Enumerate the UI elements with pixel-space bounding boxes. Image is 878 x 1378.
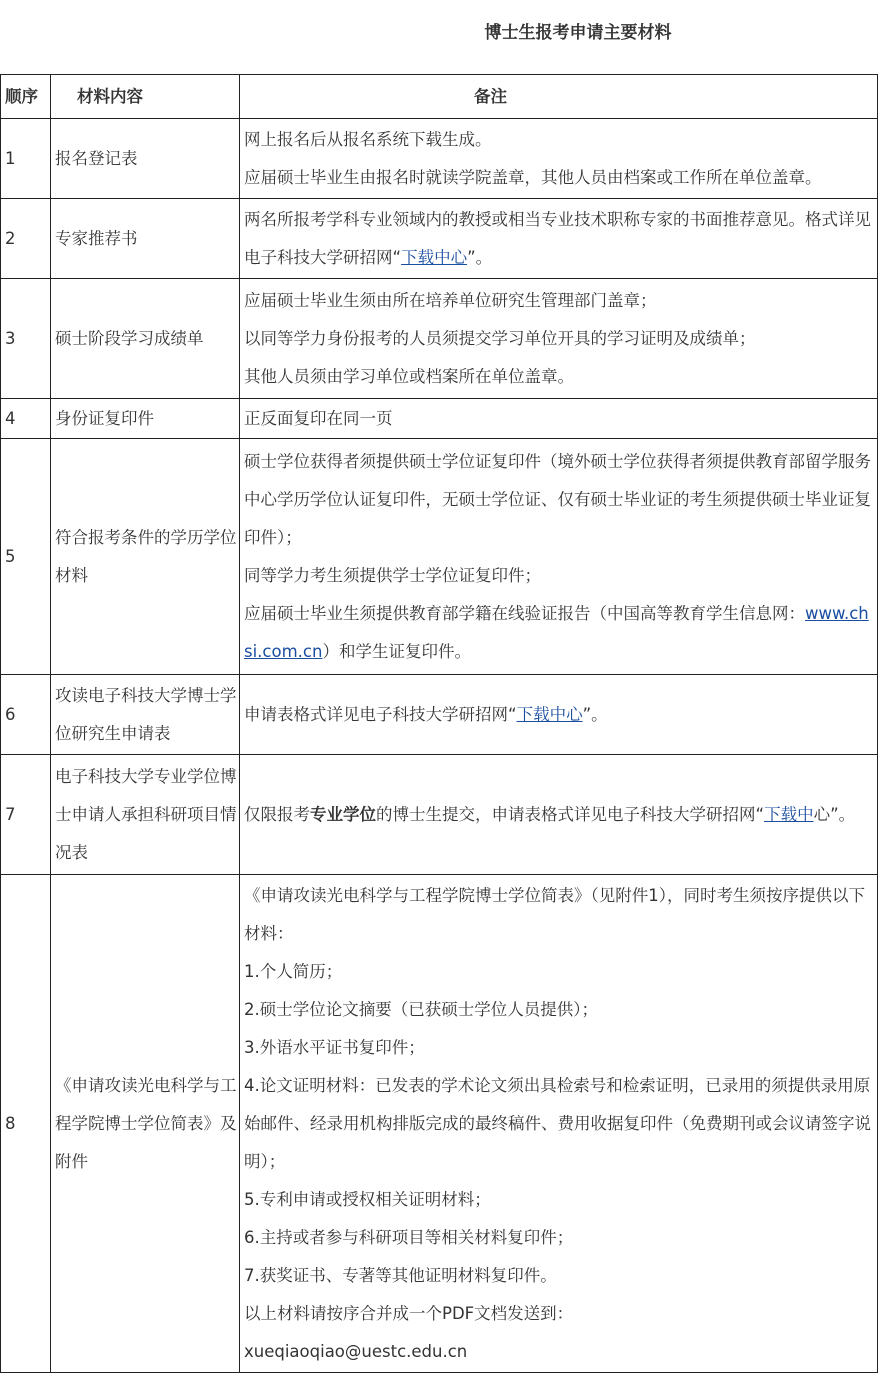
table-row (1, 119, 878, 199)
remark-line (244, 877, 877, 953)
material-remarks (240, 875, 878, 1373)
remark-line (244, 1257, 877, 1295)
material-remarks (240, 119, 878, 199)
header-order: 顺序 (1, 75, 51, 119)
row-number: 4 (1, 399, 51, 439)
remark-text: 申请表格式详见电子科技大学研招网“ (244, 704, 517, 724)
table-body (1, 119, 878, 1373)
remark-text: 正反面复印在同一页 (244, 408, 393, 428)
remark-text: 《申请攻读光电科学与工程学院博士学位简表》（见附件1），同时考生须按序提供以下材料： (244, 885, 865, 943)
table-row (1, 755, 878, 875)
material-remarks (240, 399, 878, 439)
remark-text: 3.外语水平证书复印件； (244, 1037, 425, 1057)
remark-text: 以同等学力身份报考的人员须提交学习单位开具的学习证明及成绩单； (244, 328, 756, 348)
remark-line (244, 1181, 877, 1219)
table-row (1, 199, 878, 279)
material-name: 《申请攻读光电科学与工程学院博士学位简表》及附件 (51, 875, 240, 1373)
remark-line (244, 443, 877, 557)
remark-line (244, 595, 877, 671)
remark-text: 网上报名后从报名系统下载生成。 (244, 129, 492, 149)
remark-line (244, 796, 877, 834)
remark-line (244, 1219, 877, 1257)
row-number: 6 (1, 675, 51, 755)
remark-text: 两名所报考学科专业领域内的教授或相当专业技术职称专家的书面推荐意见。格式详见电子科技大学研招网“ (244, 209, 871, 267)
material-remarks (240, 199, 878, 279)
material-name: 身份证复印件 (51, 399, 240, 439)
material-name: 电子科技大学专业学位博士申请人承担科研项目情况表 (51, 755, 240, 875)
remark-line (244, 1067, 877, 1181)
material-remarks (240, 279, 878, 399)
remark-text: 2.硕士学位论文摘要（已获硕士学位人员提供）； (244, 999, 598, 1019)
material-remarks (240, 675, 878, 755)
row-number: 7 (1, 755, 51, 875)
row-number: 2 (1, 199, 51, 279)
remark-line (244, 1333, 877, 1371)
header-remarks: 备注 (240, 75, 878, 119)
remark-line (244, 121, 877, 159)
row-number: 3 (1, 279, 51, 399)
remark-text: 其他人员须由学习单位或档案所在单位盖章。 (244, 366, 574, 386)
remark-line (244, 159, 877, 197)
download-link[interactable]: 下载中 (764, 804, 814, 824)
row-number: 8 (1, 875, 51, 1373)
remark-line (244, 1029, 877, 1067)
remark-text: 硕士学位获得者须提供硕士学位证复印件（境外硕士学位获得者须提供教育部留学服务中心学历学位认证复印件，无硕士学位证、仅有硕士毕业证的考生须提供硕士毕业证复印件）； (244, 451, 871, 547)
materials-table (0, 74, 878, 1373)
table-row (1, 875, 878, 1373)
table-row (1, 439, 878, 675)
remark-text: 1.个人简历； (244, 961, 343, 981)
material-name: 专家推荐书 (51, 199, 240, 279)
remark-text: xueqiaoqiao@uestc.edu.cn (244, 1341, 468, 1361)
download-link[interactable]: www.chsi.com.cn (244, 603, 869, 661)
remark-line (244, 991, 877, 1029)
remark-line (244, 400, 877, 438)
remark-text: 以上材料请按序合并成一个PDF文档发送到： (244, 1303, 574, 1323)
remark-line (244, 953, 877, 991)
download-link[interactable]: 下载中心 (401, 247, 468, 267)
download-link[interactable]: 下载中心 (516, 704, 583, 724)
remark-text: 心”。 (813, 804, 856, 824)
emphasis-text: 专业学位 (310, 804, 376, 824)
remark-text: 4.论文证明材料：已发表的学术论文须出具检索号和检索证明，已录用的须提供录用原始邮件、经录用机构排版完成的最终稿件、费用收据复印件（免费期刊或会议请签字说明）； (244, 1075, 871, 1171)
remark-text: ）和学生证复印件。 (322, 641, 471, 661)
remark-text: 应届硕士毕业生须由所在培养单位研究生管理部门盖章； (244, 290, 657, 310)
row-number: 1 (1, 119, 51, 199)
remark-line (244, 1295, 877, 1333)
row-number: 5 (1, 439, 51, 675)
remark-text: 应届硕士毕业生由报名时就读学院盖章，其他人员由档案或工作所在单位盖章。 (244, 167, 822, 187)
header-content: 材料内容 (51, 75, 240, 119)
table-row (1, 399, 878, 439)
remark-text: 6.主持或者参与科研项目等相关材料复印件； (244, 1227, 574, 1247)
material-remarks (240, 755, 878, 875)
remark-text: 的博士生提交，申请表格式详见电子科技大学研招网“ (376, 804, 765, 824)
material-name: 硕士阶段学习成绩单 (51, 279, 240, 399)
remark-line (244, 201, 877, 277)
page-title: 博士生报考申请主要材料 (484, 23, 672, 43)
remark-text: 5.专利申请或授权相关证明材料； (244, 1189, 491, 1209)
material-name: 符合报考条件的学历学位材料 (51, 439, 240, 675)
table-header-row (1, 75, 878, 119)
remark-text: 同等学力考生须提供学士学位证复印件； (244, 565, 541, 585)
remark-line (244, 696, 877, 734)
remark-line (244, 282, 877, 320)
remark-text: ”。 (582, 704, 608, 724)
remark-line (244, 320, 877, 358)
remark-text: ”。 (467, 247, 493, 267)
material-remarks (240, 439, 878, 675)
remark-text: 7.获奖证书、专著等其他证明材料复印件。 (244, 1265, 557, 1285)
table-row (1, 279, 878, 399)
remark-text: 仅限报考 (244, 804, 310, 824)
remark-text: 应届硕士毕业生须提供教育部学籍在线验证报告（中国高等教育学生信息网： (244, 603, 805, 623)
material-name: 攻读电子科技大学博士学位研究生申请表 (51, 675, 240, 755)
remark-line (244, 557, 877, 595)
table-row (1, 675, 878, 755)
material-name: 报名登记表 (51, 119, 240, 199)
remark-line (244, 358, 877, 396)
